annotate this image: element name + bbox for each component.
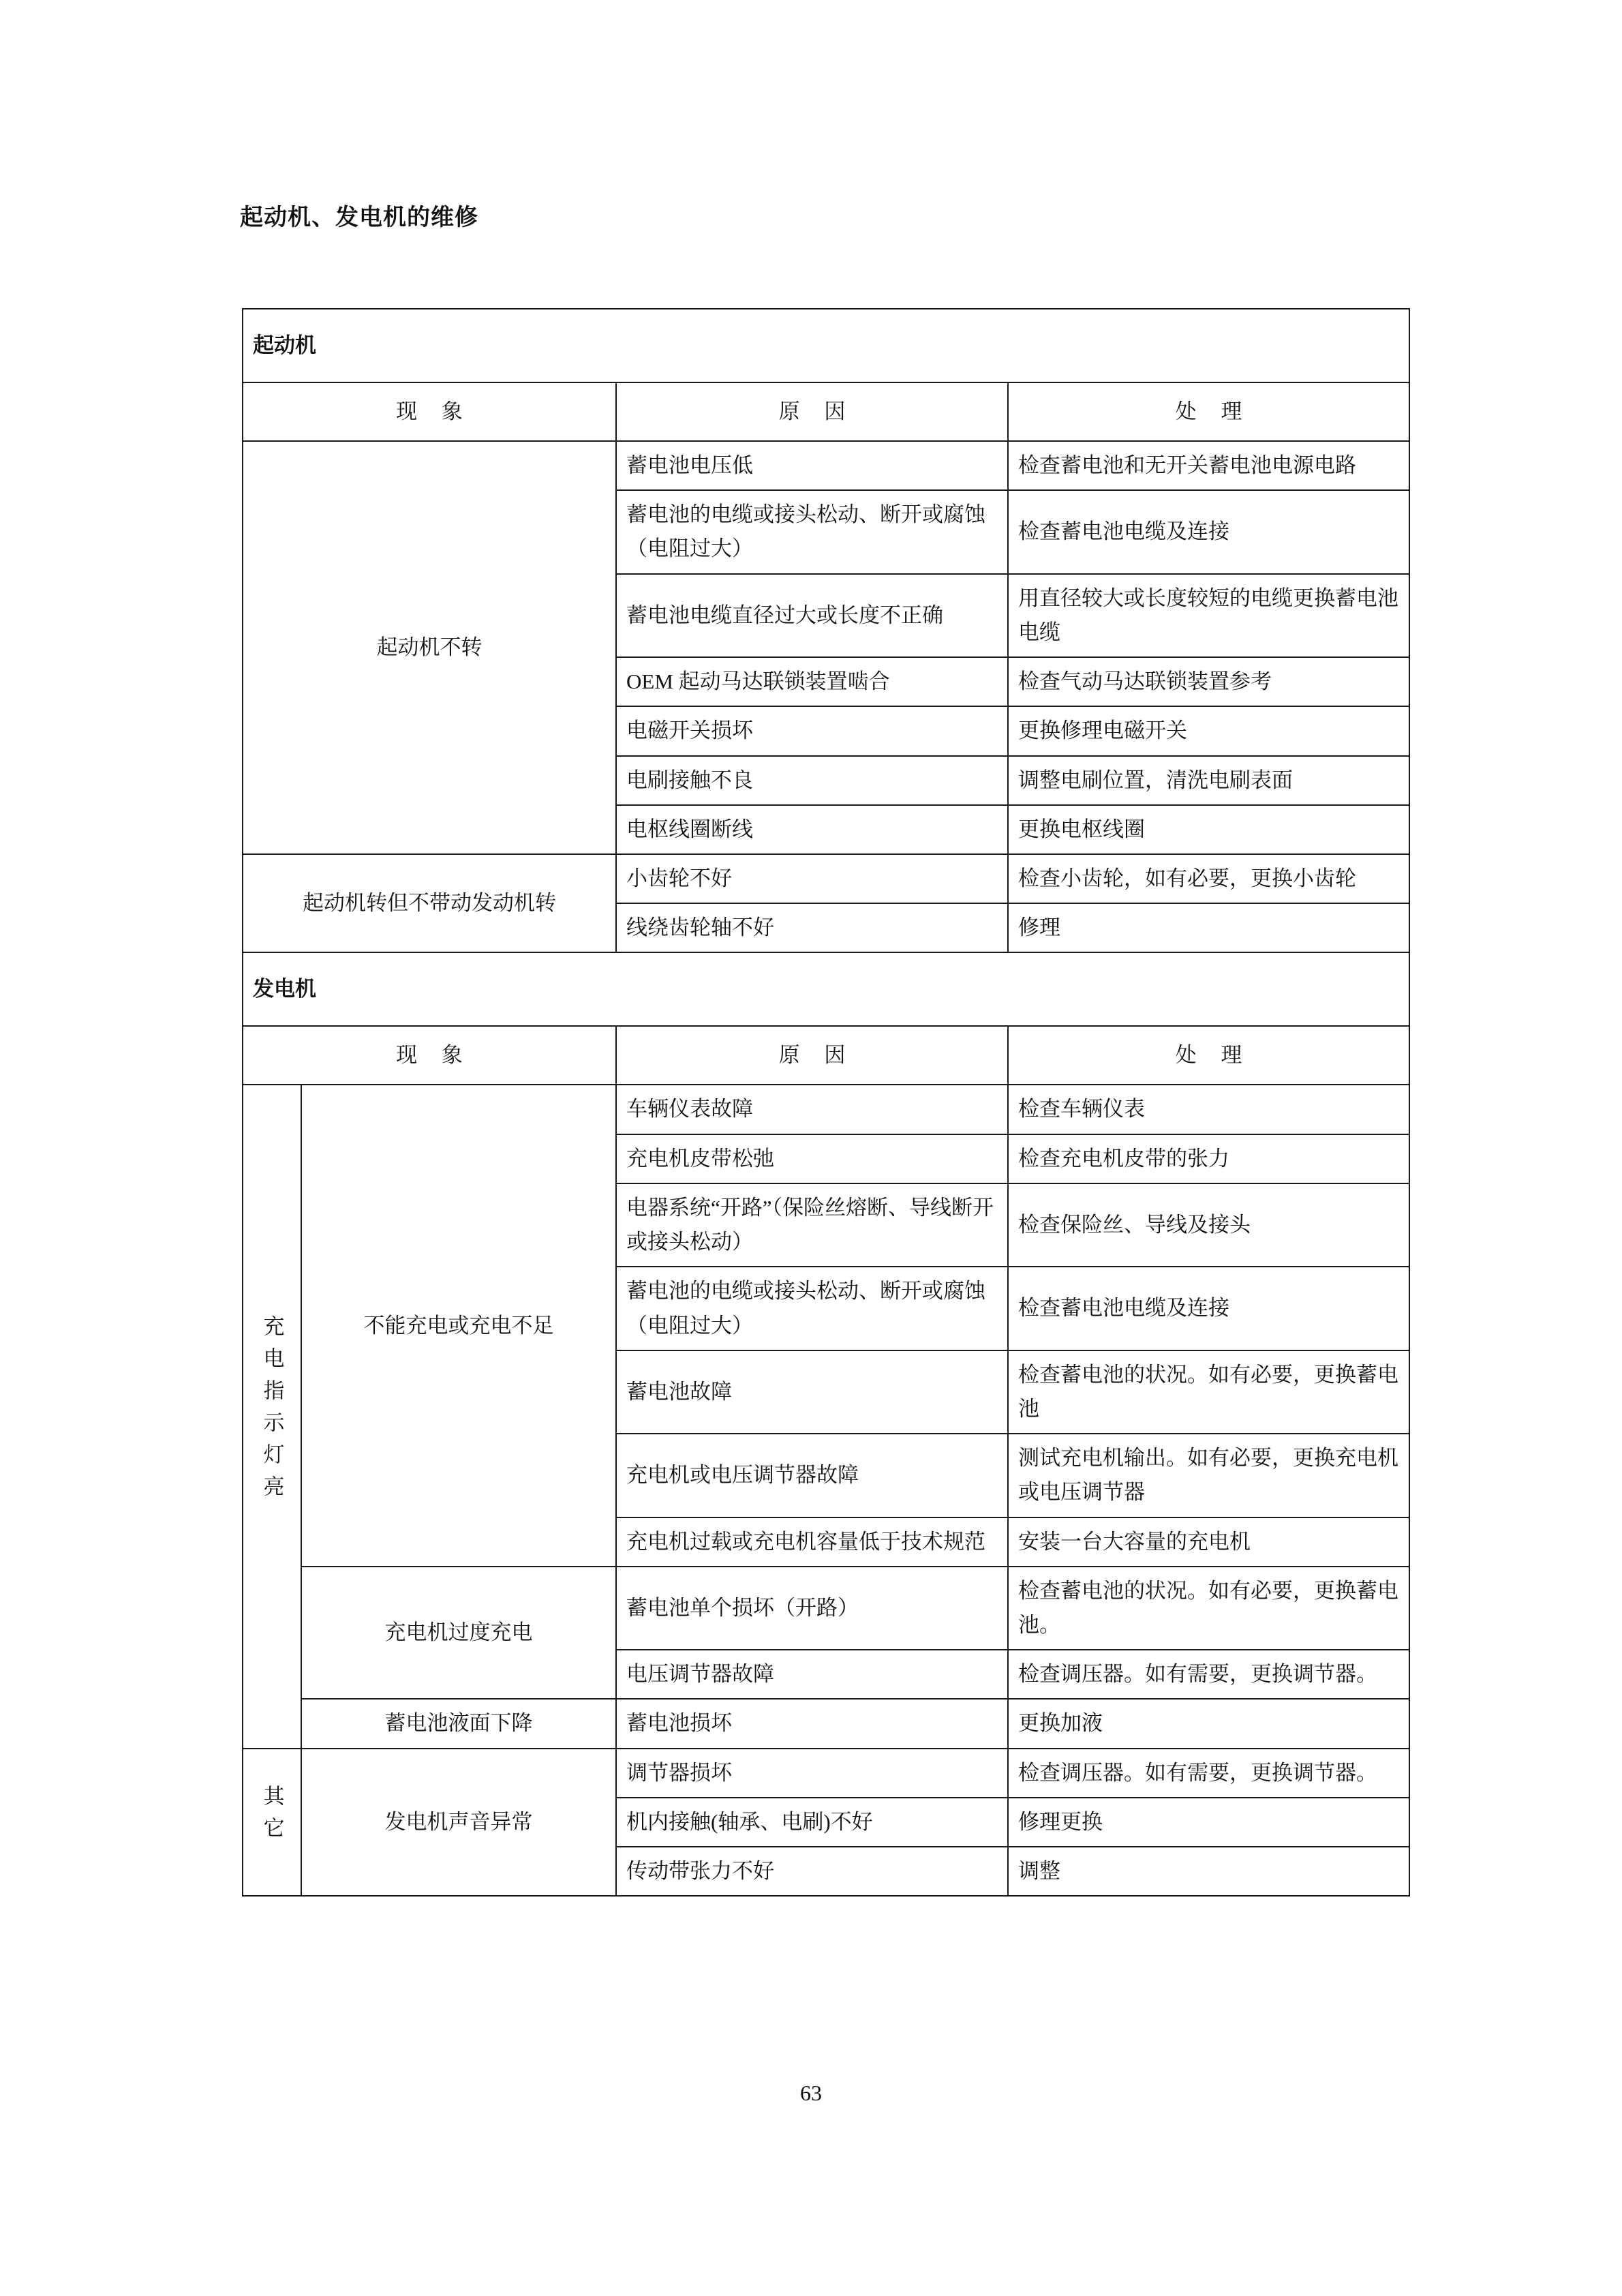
table-row [243,382,1409,441]
column-header-cause: 原 因 [616,382,1008,441]
column-header-phenomenon: 现 象 [243,1026,616,1085]
remedy-cell: 安装一台大容量的充电机 [1008,1517,1409,1567]
phenomenon-cell: 蓄电池液面下降 [301,1699,616,1748]
table-row [243,854,1409,903]
remedy-cell: 用直径较大或长度较短的电缆更换蓄电池电缆 [1008,574,1409,657]
category-label-other [243,1749,301,1897]
remedy-cell: 更换修理电磁开关 [1008,706,1409,755]
phenomenon-cell: 发电机声音异常 [301,1749,616,1897]
column-header-remedy: 处 理 [1008,1026,1409,1085]
remedy-cell: 检查蓄电池的状况。如有必要，更换蓄电池 [1008,1350,1409,1434]
cause-cell: 蓄电池损坏 [616,1699,1008,1748]
category-label-charging-indicator [243,1085,301,1748]
table-row [243,1699,1409,1748]
cause-cell: 车辆仪表故障 [616,1085,1008,1134]
cause-cell: 电器系统“开路”（保险丝熔断、导线断开或接头松动） [616,1183,1008,1267]
cause-cell: 小齿轮不好 [616,854,1008,903]
cause-cell: 电枢线圈断线 [616,805,1008,854]
table-row [243,1749,1409,1798]
remedy-cell: 检查气动马达联锁装置参考 [1008,657,1409,706]
remedy-cell: 检查调压器。如有需要，更换调节器。 [1008,1749,1409,1798]
remedy-cell: 调整电刷位置，清洗电刷表面 [1008,756,1409,805]
remedy-cell: 检查蓄电池的状况。如有必要，更换蓄电池。 [1008,1567,1409,1650]
remedy-cell: 检查蓄电池电缆及连接 [1008,490,1409,573]
column-header-cause: 原 因 [616,1026,1008,1085]
remedy-cell: 检查小齿轮，如有必要，更换小齿轮 [1008,854,1409,903]
cause-cell: 蓄电池故障 [616,1350,1008,1434]
remedy-cell: 检查蓄电池电缆及连接 [1008,1267,1409,1350]
remedy-cell: 检查保险丝、导线及接头 [1008,1183,1409,1267]
remedy-cell: 测试充电机输出。如有必要，更换充电机或电压调节器 [1008,1434,1409,1517]
phenomenon-cell: 不能充电或充电不足 [301,1085,616,1566]
category-label-text: 其它 [260,1785,284,1849]
section-header-generator: 发电机 [243,952,1409,1026]
remedy-cell: 调整 [1008,1847,1409,1896]
remedy-cell: 修理 [1008,903,1409,952]
cause-cell: 电压调节器故障 [616,1650,1008,1699]
remedy-cell: 更换电枢线圈 [1008,805,1409,854]
cause-cell: 充电机或电压调节器故障 [616,1434,1008,1517]
cause-cell: 蓄电池的电缆或接头松动、断开或腐蚀（电阻过大） [616,1267,1008,1350]
phenomenon-cell: 起动机不转 [243,441,616,854]
remedy-cell: 检查充电机皮带的张力 [1008,1134,1409,1183]
table-row [243,1567,1409,1650]
table-row [243,309,1409,382]
section-header-starter: 起动机 [243,309,1409,382]
cause-cell: 蓄电池电缆直径过大或长度不正确 [616,574,1008,657]
cause-cell: 机内接触(轴承、电刷)不好 [616,1798,1008,1847]
cause-cell: 充电机皮带松弛 [616,1134,1008,1183]
remedy-cell: 检查蓄电池和无开关蓄电池电源电路 [1008,441,1409,490]
table-row [243,952,1409,1026]
page-title: 起动机、发电机的维修 [240,205,478,230]
cause-cell: 蓄电池单个损坏（开路） [616,1567,1008,1650]
cause-cell: 电磁开关损坏 [616,706,1008,755]
remedy-cell: 检查车辆仪表 [1008,1085,1409,1134]
column-header-phenomenon: 现 象 [243,382,616,441]
table-row [243,1085,1409,1134]
remedy-cell: 检查调压器。如有需要，更换调节器。 [1008,1650,1409,1699]
remedy-cell: 更换加液 [1008,1699,1409,1748]
cause-cell: 蓄电池电压低 [616,441,1008,490]
starter-troubleshooting-table [242,308,1410,1897]
cause-cell: 充电机过载或充电机容量低于技术规范 [616,1517,1008,1567]
table-row [243,441,1409,490]
cause-cell: 传动带张力不好 [616,1847,1008,1896]
category-label-text: 充电指示灯亮 [260,1315,284,1508]
cause-cell: OEM 起动马达联锁装置啮合 [616,657,1008,706]
cause-cell: 调节器损坏 [616,1749,1008,1798]
remedy-cell: 修理更换 [1008,1798,1409,1847]
column-header-remedy: 处 理 [1008,382,1409,441]
phenomenon-cell: 起动机转但不带动发动机转 [243,854,616,952]
phenomenon-cell: 充电机过度充电 [301,1567,616,1700]
cause-cell: 蓄电池的电缆或接头松动、断开或腐蚀（电阻过大） [616,490,1008,573]
page-number: 63 [800,2081,822,2105]
table-row [243,1026,1409,1085]
cause-cell: 线绕齿轮轴不好 [616,903,1008,952]
cause-cell: 电刷接触不良 [616,756,1008,805]
